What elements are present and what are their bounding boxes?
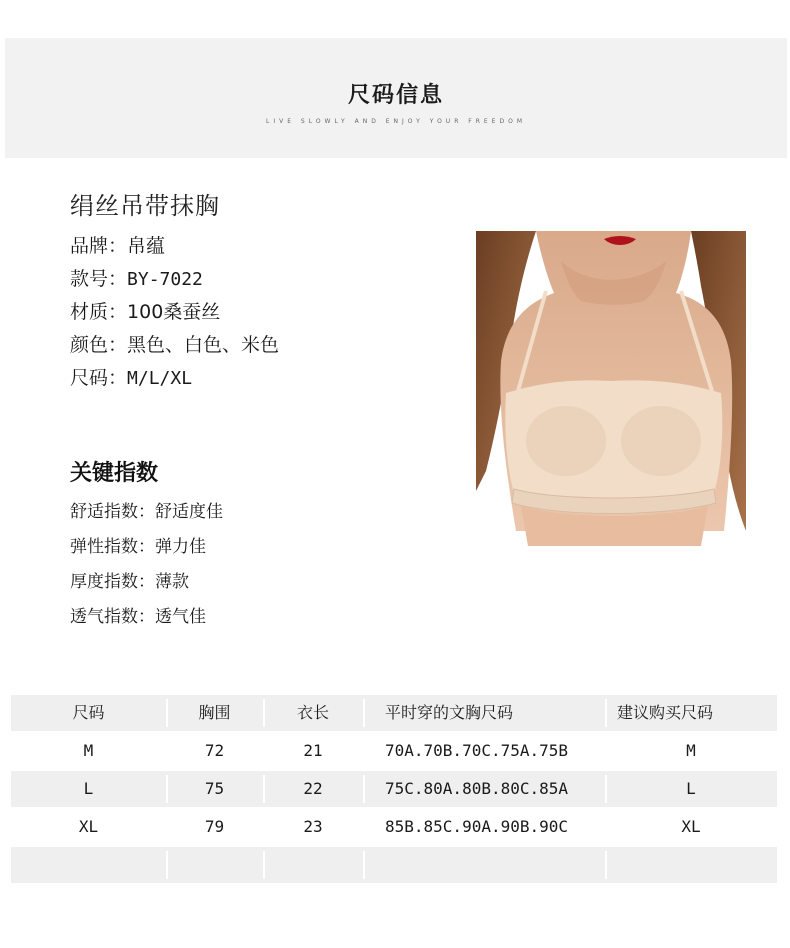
table-cell: 85B.85C.90A.90B.90C [385,817,569,836]
info-label: 尺码： [70,367,128,389]
table-cell: 75 [204,779,225,798]
key-value: 透气佳 [155,607,206,627]
table-empty-row [11,847,777,883]
table-cell: L [83,779,94,798]
table-header-cell: 衣长 [296,703,329,722]
column-divider [263,775,265,803]
key-row-elasticity [70,534,223,569]
table-row [11,733,777,769]
key-value: 舒适度佳 [155,502,223,522]
table-header-cell: 胸围 [198,703,231,722]
info-label: 颜色： [70,334,128,356]
banner-subtitle: LIVE SLOWLY AND ENJOY YOUR FREEDOM [265,118,526,125]
table-header-row [11,695,777,731]
model-illustration [476,231,746,546]
table-cell: XL [681,817,701,836]
table-cell: M [686,741,696,760]
info-value: 100桑蚕丝 [127,301,221,323]
info-row-size [70,364,279,397]
column-divider [363,699,365,727]
table-cell: 79 [204,817,225,836]
table-cell: 23 [303,817,323,836]
key-label: 舒适指数： [70,502,155,522]
info-value: 帛蕴 [127,235,166,257]
info-label: 品牌： [70,235,128,257]
column-divider [363,851,365,879]
info-row-model [70,265,279,298]
key-value: 弹力佳 [155,537,206,557]
column-divider [166,851,168,879]
column-divider [263,699,265,727]
size-table [11,695,777,885]
info-label: 材质： [70,301,128,323]
key-index-title: 关键指数 [70,461,159,486]
info-label: 款号： [70,268,128,290]
info-value: BY-7022 [127,269,203,290]
table-cell: 75C.80A.80B.80C.85A [385,779,569,798]
key-label: 厚度指数： [70,572,155,592]
cup-left [526,406,606,476]
table-cell: 21 [303,741,323,760]
column-divider [605,775,607,803]
column-divider [605,851,607,879]
table-cell: 22 [303,779,323,798]
column-divider [166,699,168,727]
table-header-cell: 建议购买尺码 [617,703,714,722]
column-divider [263,851,265,879]
key-index-list [70,499,223,639]
table-row [11,771,777,807]
info-row-material [70,298,279,331]
column-divider [363,775,365,803]
info-value: M/L/XL [127,368,193,389]
key-row-comfort [70,499,223,534]
key-value: 薄款 [155,572,189,592]
header-banner [5,38,787,158]
info-row-color [70,331,279,364]
key-label: 透气指数： [70,607,155,627]
info-row-brand [70,232,279,265]
info-value: 黑色、白色、米色 [127,334,280,356]
key-row-breathability [70,604,223,639]
column-divider [166,775,168,803]
table-row [11,809,777,845]
column-divider [605,699,607,727]
table-cell: 70A.70B.70C.75A.75B [385,741,569,760]
table-cell: L [686,779,696,798]
product-title: 绢丝吊带抹胸 [70,192,220,220]
banner-title: 尺码信息 [347,83,444,108]
product-photo [476,231,746,546]
cup-right [621,406,701,476]
table-cell: XL [78,817,99,836]
key-label: 弹性指数： [70,537,155,557]
key-row-thickness [70,569,223,604]
table-cell: M [83,741,94,760]
table-header-cell: 平时穿的文胸尺码 [385,703,514,722]
table-header-cell: 尺码 [72,703,105,722]
product-info-list [70,232,279,397]
table-cell: 72 [204,741,225,760]
